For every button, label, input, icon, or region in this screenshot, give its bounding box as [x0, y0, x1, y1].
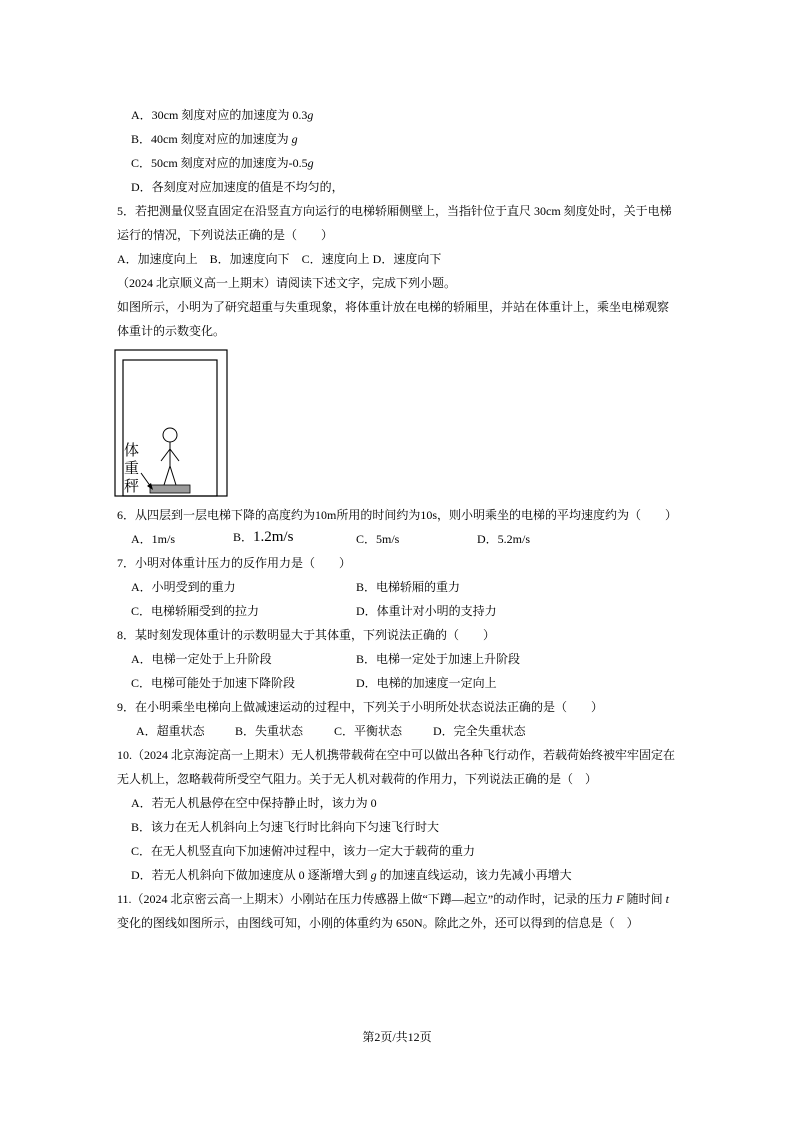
scale-label-1: 体 [124, 441, 140, 459]
q7-stem: 7．小明对体重计压力的反作用力是（ ） [117, 556, 352, 570]
scale-label-2: 重 [124, 459, 140, 477]
scale-label-3: 秤 [124, 477, 140, 495]
person-left-leg [164, 466, 170, 485]
intro-line2: 体重计的示数变化。 [117, 324, 226, 338]
q8-option-c: C．电梯可能处于加速下降阶段 [131, 676, 296, 690]
q10-option-c: C．在无人机竖直向下加速俯冲过程中，该力一定大于载荷的重力 [131, 844, 476, 858]
scale-block [150, 485, 190, 493]
q8-option-a: A．电梯一定处于上升阶段 [131, 652, 272, 666]
q7-option-c: C．电梯轿厢受到的拉力 [131, 604, 260, 618]
intro-source: （2024 北京顺义高一上期末）请阅读下述文字，完成下列小题。 [117, 276, 457, 290]
page-footer: 第2页/共12页 [362, 1030, 432, 1044]
intro-line1: 如图所示，小明为了研究超重与失重现象，将体重计放在电梯的轿厢里，并站在体重计上，乘坐电梯观察 [117, 300, 670, 314]
q9-option-c: C．平衡状态 [334, 724, 403, 738]
q7-option-b: B．电梯轿厢的重力 [356, 580, 461, 594]
q6-option-d: D．5.2m/s [477, 532, 531, 546]
q9-option-d: D．完全失重状态 [433, 724, 526, 738]
q5-stem-line2: 运行的情况，下列说法正确的是（ ） [117, 228, 334, 242]
q6-option-a: A．1m/s [131, 532, 176, 546]
q9-stem: 9．在小明乘坐电梯向上做减速运动的过程中，下列关于小明所处状态说法正确的是（ ） [117, 700, 604, 714]
q11-stem-line1: 11.（2024 北京密云高一上期末）小刚站在压力传感器上做“下蹲—起立”的动作时，记录的压力 F 随时间 t [117, 892, 669, 906]
q9-option-a: A．超重状态 [136, 724, 205, 738]
q4-option-a: A．30cm 刻度对应的加速度为 0.3g [131, 108, 314, 122]
person-right-arm [170, 449, 179, 461]
q10-option-b: B．该力在无人机斜向上匀速飞行时比斜向下匀速飞行时大 [131, 820, 440, 834]
q10-stem-line1: 10.（2024 北京海淀高一上期末）无人机携带载荷在空中可以做出各种飞行动作，若载荷始终被牢牢固定在 [117, 748, 676, 762]
q4-option-c: C．50cm 刻度对应的加速度为-0.5g [131, 156, 314, 170]
q4-option-b: B．40cm 刻度对应的加速度为 g [131, 132, 298, 146]
q8-stem: 8．某时刻发现体重计的示数明显大于其体重，下列说法正确的（ ） [117, 628, 496, 642]
q6-option-b: B．1.2m/s [233, 529, 294, 545]
q6-stem: 6．从四层到一层电梯下降的高度约为10m所用的时间约为10s，则小明乘坐的电梯的平均速度约为（ ） [117, 508, 678, 522]
q4-option-d: D．各刻度对应加速度的值是不均匀的， [131, 180, 344, 194]
q7-option-d: D．体重计对小明的支持力 [356, 604, 497, 618]
q8-option-d: D．电梯的加速度一定向上 [356, 676, 497, 690]
person-head [163, 428, 177, 442]
q10-option-d: D．若无人机斜向下做加速度从 0 逐渐增大到 g 的加速直线运动，该力先减小再增大 [131, 868, 572, 882]
elevator-diagram [114, 349, 229, 497]
q11-stem-line2: 变化的图线如图所示，由图线可知，小刚的体重约为 650N。除此之外，还可以得到的信息是（ ） [117, 916, 639, 930]
elevator-figure [114, 349, 229, 497]
q7-option-a: A．小明受到的重力 [131, 580, 236, 594]
q6-option-c: C．5m/s [356, 532, 400, 546]
q5-options: A．加速度向上 B．加速度向下 C．速度向上 D．速度向下 [117, 252, 442, 266]
q9-option-b: B．失重状态 [235, 724, 304, 738]
person-left-arm [161, 449, 170, 461]
q10-stem-line2: 无人机上，忽略载荷所受空气阻力。关于无人机对载荷的作用力，下列说法正确的是（ ） [117, 772, 598, 786]
person-right-leg [170, 466, 176, 485]
q5-stem-line1: 5．若把测量仪竖直固定在沿竖直方向运行的电梯轿厢侧壁上，当指针位于直尺 30cm 刻度处时，关于电梯 [117, 204, 672, 218]
q10-option-a: A．若无人机悬停在空中保持静止时，该力为 0 [131, 796, 377, 810]
q8-option-b: B．电梯一定处于加速上升阶段 [356, 652, 521, 666]
